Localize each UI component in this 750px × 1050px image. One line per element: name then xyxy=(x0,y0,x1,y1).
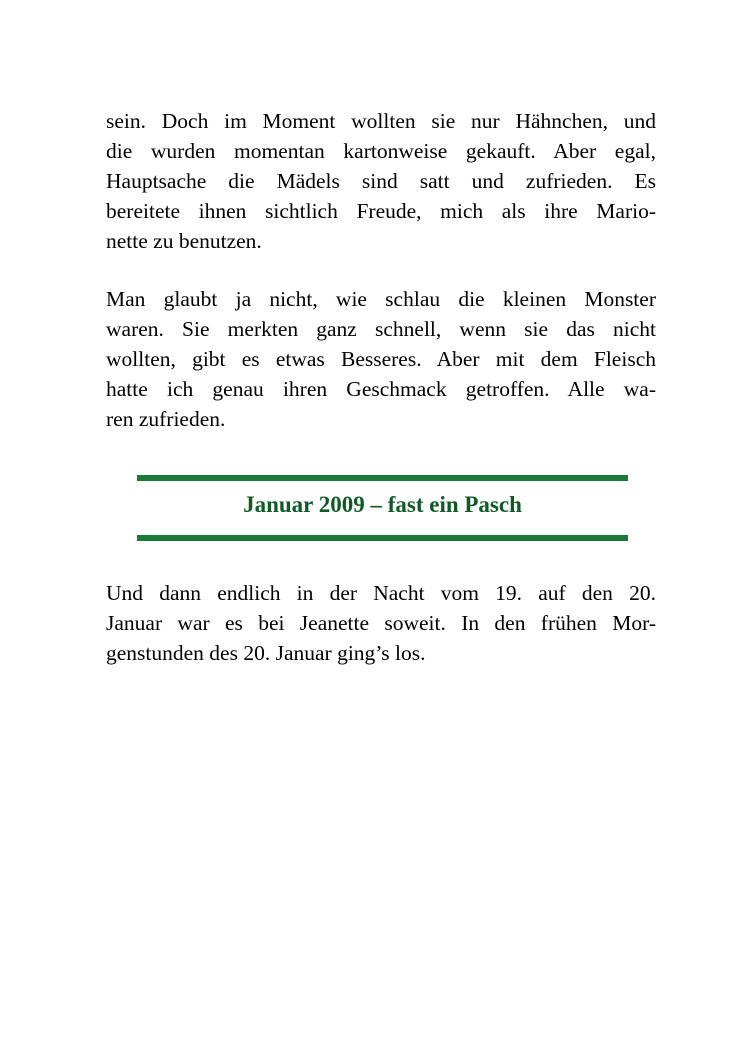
text-line: Und dann endlich in der Nacht vom 19. auf den 20. xyxy=(106,581,656,605)
text-line: nette zu benutzen. xyxy=(106,229,262,253)
text-line: hatte ich genau ihren Geschmack getroffen. Alle wa- xyxy=(106,377,656,401)
heading-top-rule xyxy=(137,475,628,481)
text-line: die wurden momentan kartonweise gekauft. Aber egal, xyxy=(106,139,656,163)
section-heading: Januar 2009 – fast ein Pasch xyxy=(243,492,522,517)
text-line: sein. Doch im Moment wollten sie nur Hähnchen, und xyxy=(106,109,656,133)
section-heading-box xyxy=(137,475,628,542)
text-line: genstunden des 20. Januar ging’s los. xyxy=(106,641,426,665)
text-line: ren zufrieden. xyxy=(106,407,226,431)
paragraph-1 xyxy=(106,106,656,256)
text-line: Januar war es bei Jeanette soweit. In den frühen Mor- xyxy=(106,611,656,635)
text-line: Hauptsache die Mädels sind satt und zufrieden. Es xyxy=(106,169,656,193)
heading-bottom-rule xyxy=(137,535,628,541)
text-line: wollten, gibt es etwas Besseres. Aber mit dem Fleisch xyxy=(106,347,656,371)
paragraph-3 xyxy=(106,578,656,668)
text-line: bereitete ihnen sichtlich Freude, mich als ihre Mario- xyxy=(106,199,656,223)
paragraph-2 xyxy=(106,284,656,434)
text-line: Man glaubt ja nicht, wie schlau die kleinen Monster xyxy=(106,287,656,311)
text-line: waren. Sie merkten ganz schnell, wenn sie das nicht xyxy=(106,317,656,341)
